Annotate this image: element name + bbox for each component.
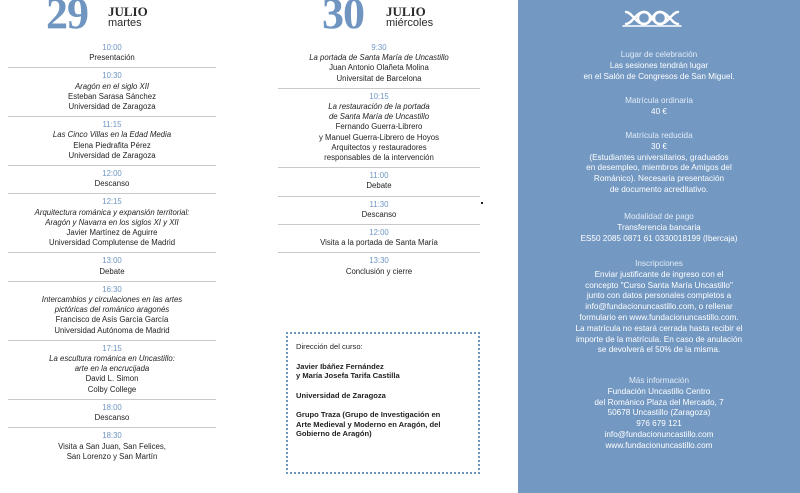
session-detail: Universidad Complutense de Madrid <box>48 238 176 248</box>
info-panel <box>518 0 800 493</box>
session-detail: Universidad Autónoma de Madrid <box>54 325 170 335</box>
session-title: de Santa María de Uncastillo <box>328 112 430 122</box>
venue-section: Lugar de celebración Las sesiones tendrán lugar en el Salón de Congresos de San Miguel. <box>518 50 800 82</box>
session-detail: Francisco de Asís García García <box>55 315 169 325</box>
session-detail: Conclusión y cierre <box>345 266 413 276</box>
session-title: Arquitectura románica y expansión territorial: <box>34 207 190 217</box>
session-detail: Universitat de Barcelona <box>336 73 422 83</box>
session-time: 16:30 <box>102 284 122 294</box>
session-detail: Arquitectos y restauradores <box>331 142 427 152</box>
session-detail: Visita a San Juan, San Felices, <box>58 441 166 451</box>
session-title: La restauración de la portada <box>328 102 430 112</box>
email-link[interactable]: info@fundacionuncastillo.com <box>604 429 714 439</box>
session-time: 9:30 <box>371 43 387 52</box>
session-item <box>8 194 216 253</box>
session-detail: Universidad de Zaragoza <box>68 102 156 112</box>
session-item <box>8 428 216 466</box>
session-time: 18:00 <box>102 402 122 412</box>
registration-label: Inscripciones <box>635 259 683 268</box>
day-number: 30 <box>322 0 364 38</box>
session-item <box>8 400 216 428</box>
session-item <box>8 341 216 400</box>
session-title: La portada de Santa María de Uncastillo <box>309 53 449 63</box>
session-detail: David L. Simon <box>85 374 139 384</box>
session-detail: Esteban Sarasa Sánchez <box>68 91 156 101</box>
session-title: Aragón y Navarra en los siglos XI y XII <box>45 217 179 227</box>
session-time: 17:15 <box>102 343 122 353</box>
more-info-section: Más información Fundación Uncastillo Centro del Románico Plaza del Mercado, 7 50678 Uncastillo (Zaragoza) 976 679 121 info@fundacionuncastillo.com www.fundacionuncastillo.com <box>518 376 800 452</box>
month-label: JULIO <box>108 4 148 19</box>
session-item <box>278 225 480 253</box>
session-detail: Javier Martínez de Aguirre <box>66 228 158 238</box>
fee-label: Matrícula ordinaria <box>625 96 693 105</box>
session-title: pictóricas del románico aragonés <box>54 305 170 315</box>
session-detail: y Manuel Guerra-Librero de Hoyos <box>318 132 440 142</box>
session-item <box>278 253 480 280</box>
payment-section: Modalidad de pago Transferencia bancaria ES50 2085 0871 61 0330018199 (Ibercaja) <box>518 212 800 244</box>
session-item <box>8 253 216 281</box>
session-title: Intercambios y circulaciones en las artes <box>41 295 183 305</box>
venue-label: Lugar de celebración <box>620 50 698 59</box>
research-group: Grupo Traza (Grupo de Investigación en Arte Medieval y Moderno en Aragón, del Gobierno de Aragón) <box>296 410 441 438</box>
session-title: La escultura románica en Uncastillo: <box>49 354 175 364</box>
course-direction-box <box>286 332 480 474</box>
session-title: Aragón en el siglo XII <box>74 81 150 91</box>
university: Universidad de Zaragoza <box>296 390 386 400</box>
session-detail: Visita a la portada de Santa María <box>320 238 438 248</box>
weekday-label: martes <box>108 17 142 29</box>
month-label: JULIO <box>386 4 426 19</box>
session-time: 18:30 <box>102 431 122 441</box>
session-detail: Descanso <box>94 413 130 423</box>
session-time: 10:15 <box>369 91 389 101</box>
phone-number: 976 679 121 <box>636 419 682 429</box>
session-title: arte en la encrucijada <box>74 364 150 374</box>
session-detail: Elena Piedrafita Pérez <box>73 140 151 150</box>
session-detail: Fernando Guerra-Librero <box>335 122 423 132</box>
day-30-header <box>278 0 480 40</box>
session-time: 11:30 <box>369 199 389 209</box>
session-detail: Juan Antonio Olañeta Molina <box>329 63 429 73</box>
reduced-fee-section: Matrícula reducida 30 € (Estudiantes universitarios, graduados en desempleo, miembros de Amigos del Románico). Necesaria presentación de documento acreditativo. <box>518 131 800 196</box>
reduced-fee-label: Matrícula reducida <box>625 131 693 140</box>
direction-heading: Dirección del curso: <box>296 342 363 351</box>
session-detail: Descanso <box>361 209 397 219</box>
session-item <box>8 40 216 68</box>
stray-dot <box>481 202 483 204</box>
session-detail: Colby College <box>87 384 137 394</box>
day-30-column <box>278 0 480 281</box>
session-time: 13:30 <box>369 256 389 266</box>
fee-section <box>518 96 800 118</box>
fee-value: 40 € <box>651 106 667 116</box>
session-item <box>8 166 216 194</box>
session-time: 12:00 <box>369 228 389 238</box>
day-29-column <box>8 0 216 466</box>
session-title: Las Cinco Villas en la Edad Media <box>52 130 172 140</box>
session-time: 11:15 <box>102 120 122 130</box>
session-item <box>278 40 480 89</box>
session-detail: Debate <box>99 266 125 276</box>
session-item <box>8 68 216 117</box>
weekday-label: miércoles <box>386 17 434 29</box>
session-detail: Debate <box>366 181 392 191</box>
session-item <box>278 197 480 225</box>
session-detail: San Lorenzo y San Martín <box>66 451 158 461</box>
session-detail: Universidad de Zaragoza <box>68 150 156 160</box>
day-30-session-list <box>278 40 480 281</box>
session-time: 12:15 <box>102 197 122 207</box>
day-29-session-list <box>8 40 216 466</box>
session-item <box>278 168 480 196</box>
session-time: 12:00 <box>102 169 122 179</box>
more-info-label: Más información <box>628 376 690 385</box>
session-detail: responsables de la intervención <box>324 153 434 163</box>
session-detail: Presentación <box>89 53 135 63</box>
session-detail: Descanso <box>94 179 130 189</box>
website-link[interactable]: www.fundacionuncastillo.com <box>605 440 713 450</box>
directors: Javier Ibáñez Fernández y María Josefa Tarifa Castilla <box>296 361 400 380</box>
session-time: 10:30 <box>102 71 122 81</box>
session-time: 11:00 <box>369 171 389 181</box>
session-item <box>8 282 216 341</box>
day-29-header <box>8 0 216 40</box>
knot-logo-icon <box>622 6 682 30</box>
session-time: 13:00 <box>102 256 122 266</box>
registration-section: Inscripciones Enviar justificante de ingreso con el concepto "Curso Santa María Uncastillo" junto con datos personales completos a info@fundacionuncastillo.com, o rellenar formulario en www.fundacionuncastillo.com. La matrícula no estará cerrada hasta recibir el importe de la matrícula. En caso de anulación se devolverá el 50% de la misma. <box>518 259 800 356</box>
session-time: 10:00 <box>102 43 122 52</box>
session-item <box>8 117 216 166</box>
payment-label: Modalidad de pago <box>624 212 694 221</box>
day-number: 29 <box>46 0 88 38</box>
session-item <box>278 89 480 168</box>
